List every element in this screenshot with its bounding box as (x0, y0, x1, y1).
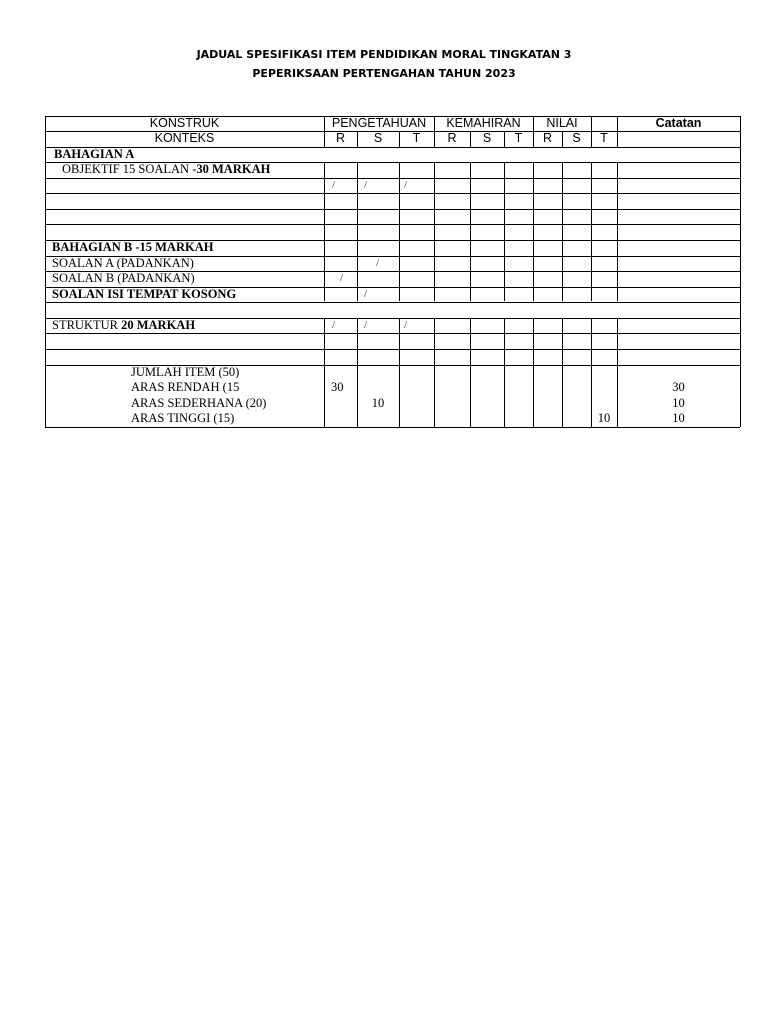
column-line (434, 318, 435, 427)
row-struktur (52, 318, 195, 333)
section-bahagian-a: BAHAGIAN A (54, 147, 135, 161)
column-line (470, 162, 471, 301)
document-subtitle: PEPERIKSAAN PERTENGAHAN TAHUN 2023 (252, 67, 516, 80)
column-line (399, 318, 400, 427)
header-s: S (572, 131, 581, 145)
value-tinggi-t: 10 (597, 411, 611, 425)
column-line (357, 162, 358, 301)
row-objektif-marks: 30 MARKAH (196, 162, 271, 176)
row-line (45, 178, 740, 179)
header-konstruk: KONSTRUK (149, 116, 220, 130)
check-mark: / (332, 319, 336, 331)
column-line (562, 162, 563, 301)
column-line (324, 162, 325, 301)
row-objektif (62, 162, 270, 177)
row-line (45, 427, 740, 428)
row-aras-tinggi: ARAS TINGGI (15) (131, 411, 235, 425)
check-mark: / (364, 288, 368, 300)
row-jumlah-item: JUMLAH ITEM (50) (131, 365, 240, 379)
value-sederhana-s: 10 (371, 396, 385, 410)
header-r: R (447, 131, 457, 145)
row-soalan-isi: SOALAN ISI TEMPAT KOSONG (52, 287, 237, 301)
check-mark: / (364, 319, 368, 331)
row-struktur-label: STRUKTUR (52, 318, 122, 332)
row-line (45, 147, 740, 148)
header-nilai: NILAI (546, 116, 578, 130)
column-line (562, 318, 563, 427)
column-line (399, 162, 400, 301)
column-line (504, 318, 505, 427)
header-t: T (514, 131, 523, 145)
row-aras-rendah: ARAS RENDAH (15 (131, 380, 240, 394)
header-s: S (373, 131, 383, 145)
row-line (45, 333, 740, 334)
header-r: R (542, 131, 553, 145)
header-t: T (600, 131, 608, 145)
value-rendah-catatan: 30 (672, 380, 685, 394)
value-rendah-r: 30 (331, 380, 344, 394)
row-aras-sederhana: ARAS SEDERHANA (20) (131, 396, 267, 410)
check-mark: / (364, 179, 368, 191)
table-border-left (45, 116, 46, 427)
column-line (533, 162, 534, 301)
row-line (45, 302, 740, 303)
row-line (45, 193, 740, 194)
document-title: JADUAL SPESIFIKASI ITEM PENDIDIKAN MORAL TINGKATAN 3 (196, 48, 572, 61)
header-kemahiran: KEMAHIRAN (446, 116, 521, 130)
section-bahagian-b: BAHAGIAN B -15 MARKAH (52, 240, 214, 254)
table-border-right (740, 116, 741, 427)
check-mark: / (404, 179, 408, 191)
column-line (591, 162, 592, 301)
check-mark: / (404, 319, 408, 331)
row-soalan-b: SOALAN B (PADANKAN) (52, 271, 195, 285)
row-line (45, 209, 740, 210)
row-struktur-marks: 20 MARKAH (121, 318, 196, 332)
column-line (434, 162, 435, 301)
check-mark: / (376, 257, 380, 269)
header-r: R (335, 131, 346, 145)
header-t: T (412, 131, 421, 145)
row-line (45, 224, 740, 225)
row-objektif-label: OBJEKTIF 15 SOALAN - (62, 162, 197, 176)
header-s: S (482, 131, 492, 145)
column-line (617, 162, 618, 301)
value-sederhana-catatan: 10 (672, 396, 685, 410)
check-mark: / (332, 179, 336, 191)
column-line (470, 318, 471, 427)
column-line (533, 318, 534, 427)
header-pengetahuan: PENGETAHUAN (331, 116, 427, 130)
value-tinggi-catatan: 10 (672, 411, 685, 425)
header-catatan: Catatan (655, 116, 702, 130)
column-line (504, 162, 505, 301)
row-line (45, 349, 740, 350)
column-line (324, 318, 325, 427)
header-konteks: KONTEKS (154, 131, 215, 145)
row-soalan-a: SOALAN A (PADANKAN) (52, 256, 194, 270)
check-mark: / (340, 272, 344, 284)
